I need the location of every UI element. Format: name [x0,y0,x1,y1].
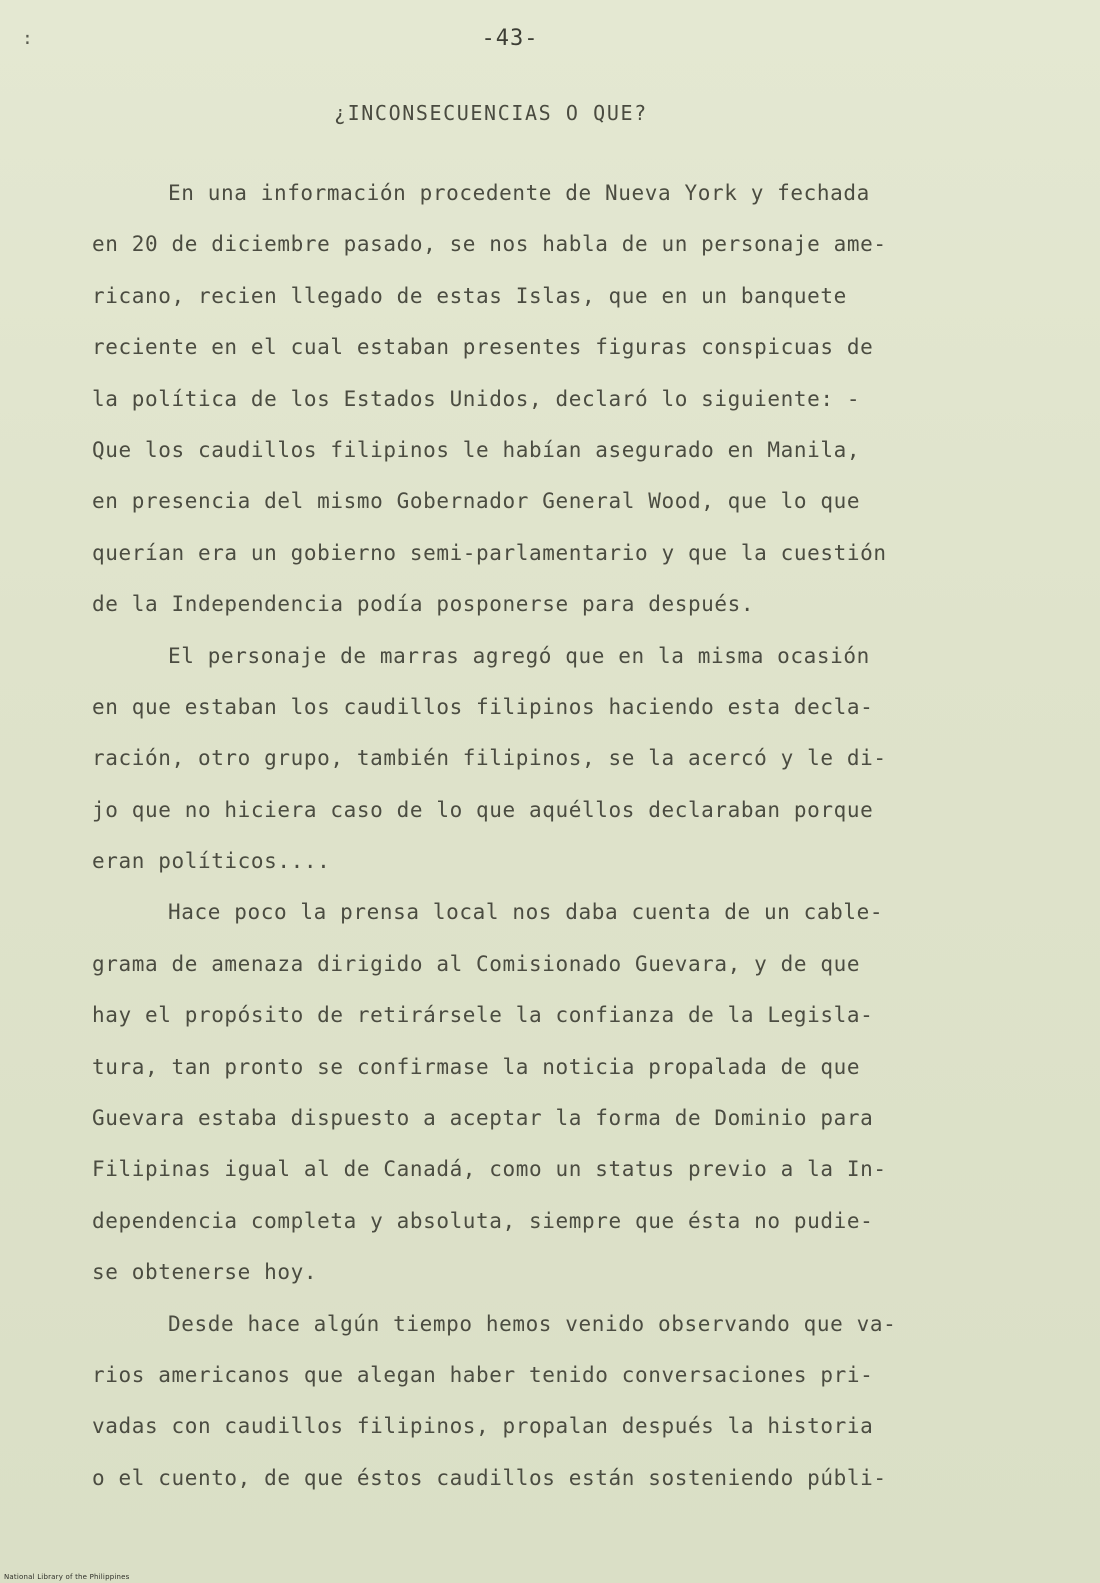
text-line: tura, tan pronto se confirmase la noticia propalada de que [92,1054,861,1079]
text-line: vadas con caudillos filipinos, propalan después la historia [92,1414,874,1439]
text-line: El personaje de marras agregó que en la misma ocasión [168,643,870,668]
text-line: o el cuento, de que éstos caudillos están sosteniendo públi- [92,1465,887,1490]
text-line: la política de los Estados Unidos, declaró lo siguiente: - [92,386,861,411]
text-line: se obtenerse hoy. [92,1260,318,1285]
text-line: grama de amenaza dirigido al Comisionado Guevara, y de que [92,951,861,976]
text-line: En una información procedente de Nueva York y fechada [168,181,870,205]
text-line: en presencia del mismo Gobernador General Wood, que lo que [92,489,861,514]
text-line: querían era un gobierno semi-parlamentario y que la cuestión [92,540,887,565]
text-line: hay el propósito de retirársele la confianza de la Legisla- [92,1003,874,1028]
text-line: dependencia completa y absoluta, siempre que ésta no pudie- [92,1208,874,1233]
library-credit: National Library of the Philippines [4,1573,130,1581]
text-line: jo que no hiciera caso de lo que aquéllos declaraban porque [92,797,874,822]
text-line: Desde hace algún tiempo hemos venido observando que va- [168,1311,897,1336]
text-line: Guevara estaba dispuesto a aceptar la forma de Dominio para [92,1106,874,1131]
text-line: Filipinas igual al de Canadá, como un status previo a la In- [92,1157,887,1182]
text-line: eran políticos.... [92,849,331,874]
text-line: Que los caudillos filipinos le habían asegurado en Manila, [92,437,861,462]
text-line: rios americanos que alegan haber tenido conversaciones pri- [92,1362,874,1387]
text-line: ricano, recien llegado de estas Islas, que en un banquete [92,283,847,308]
text-line: Hace poco la prensa local nos daba cuenta de un cable- [168,900,884,925]
text-line: en que estaban los caudillos filipinos haciendo esta decla- [92,694,874,719]
text-line: de la Independencia podía posponerse para después. [92,592,755,617]
margin-mark: : [22,28,33,49]
document-body [92,168,1012,1504]
text-line: reciente en el cual estaban presentes figuras conspicuas de [92,335,874,360]
page-number: -43- [481,26,539,51]
text-line: ración, otro grupo, también filipinos, se la acercó y le di- [92,746,887,771]
text-line: en 20 de diciembre pasado, se nos habla de un personaje ame- [92,232,887,257]
document-title: ¿INCONSECUENCIAS O QUE? [334,101,648,125]
